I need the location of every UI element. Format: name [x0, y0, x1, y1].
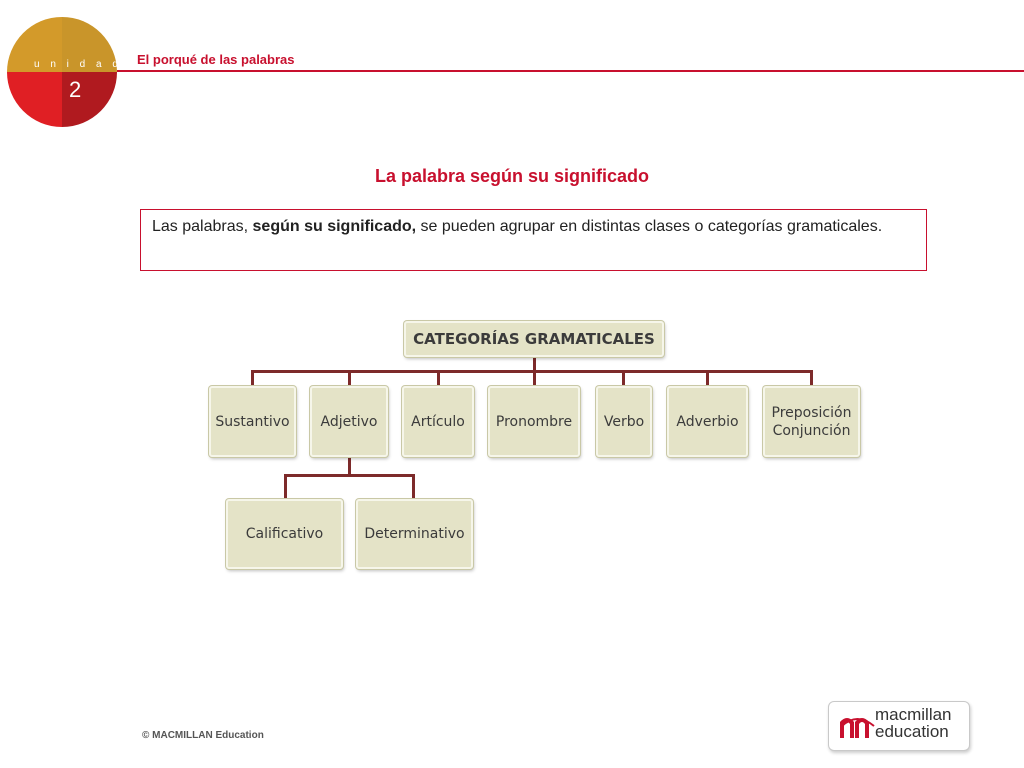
label-conjuncion: Conjunción — [772, 422, 851, 439]
connector-sustantivo — [251, 372, 254, 386]
node-pronombre: Pronombre — [488, 386, 580, 457]
connector-horizontal-bus — [251, 370, 813, 373]
connector-adverbio — [706, 372, 709, 386]
unit-label: u n i d a d — [34, 59, 122, 70]
connector-determinativo — [412, 476, 415, 499]
logo-wordmark — [875, 706, 952, 740]
label-preposicion: Preposición — [771, 404, 852, 421]
definition-emphasis: según su significado, — [252, 218, 417, 235]
node-calificativo: Calificativo — [226, 499, 343, 569]
logo-line-1: macmillan — [875, 705, 952, 724]
node-verbo: Verbo — [596, 386, 652, 457]
node-determinativo: Determinativo — [356, 499, 473, 569]
connector-pronombre — [533, 372, 536, 386]
logo-line-2: education — [875, 722, 949, 741]
connector-calificativo — [284, 476, 287, 499]
connector-verbo — [622, 372, 625, 386]
unit-number: 2 — [69, 77, 82, 102]
connector-articulo — [437, 372, 440, 386]
node-articulo: Artículo — [402, 386, 474, 457]
node-adjetivo: Adjetivo — [310, 386, 388, 457]
connector-preposicion — [810, 372, 813, 386]
definition-text-start: Las palabras, — [152, 218, 253, 235]
node-sustantivo: Sustantivo — [209, 386, 296, 457]
connector-adjetivo — [348, 372, 351, 386]
node-preposicion-conjuncion — [763, 386, 860, 457]
definition-text-end: se pueden agrupar en distintas clases o categorías gramaticales. — [416, 218, 883, 235]
macmillan-logo-icon — [838, 710, 876, 740]
copyright-text: © MACMILLAN Education — [142, 730, 264, 741]
node-categorias-gramaticales: CATEGORÍAS GRAMATICALES — [404, 321, 664, 357]
macmillan-logo[interactable] — [828, 701, 970, 751]
connector-adjetivo-bus — [284, 474, 415, 477]
header-title: El porqué de las palabras — [137, 52, 295, 67]
section-title: La palabra según su significado — [374, 166, 650, 186]
node-adverbio: Adverbio — [667, 386, 748, 457]
